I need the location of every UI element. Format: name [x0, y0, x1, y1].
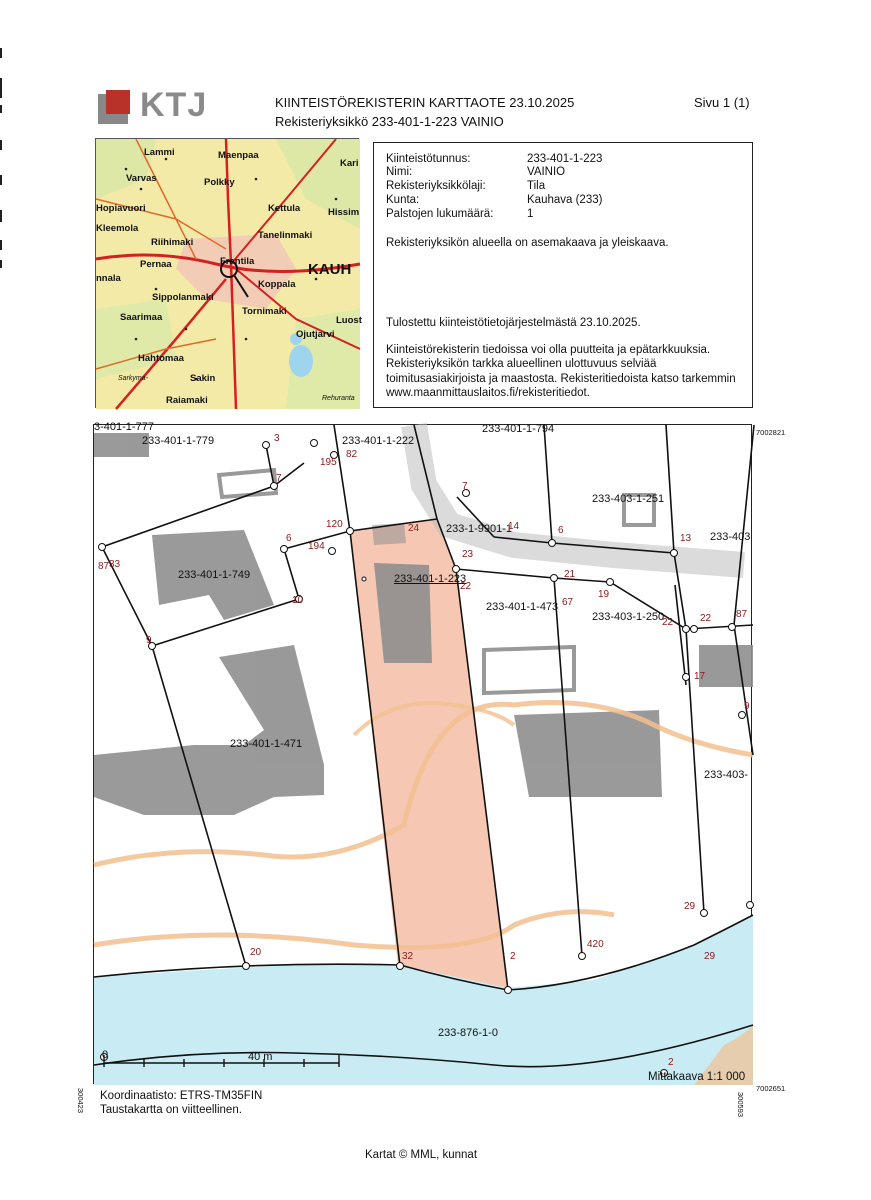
scan-edge-mark: [0, 48, 2, 58]
point-number: 194: [308, 541, 325, 552]
overview-place-label: Varvas: [126, 173, 157, 184]
ktj-logo: [96, 86, 208, 128]
parcel-label: 233-403-1-250: [592, 611, 665, 623]
point-number: 17: [694, 671, 706, 682]
point-number: 2: [668, 1057, 674, 1068]
overview-place-label: Kettula: [268, 203, 301, 214]
municipality-value: Kauhava (233): [527, 194, 603, 206]
property-id-value: 233-401-1-223: [527, 153, 603, 165]
parcel-label: 233-401-1-779: [142, 435, 215, 447]
property-id-label: Kiinteistötunnus:: [386, 153, 471, 165]
overview-place-label: Sarkyma-: [118, 375, 148, 382]
parcel-count-value: 1: [527, 208, 534, 220]
overview-place-label: nnala: [96, 273, 121, 284]
unit-type-value: Tila: [527, 180, 546, 192]
point-number: 87: [736, 609, 748, 620]
parcel-label-highlighted: 233-401-1-223: [394, 573, 467, 585]
name-label: Nimi:: [386, 166, 413, 178]
document-subtitle: Rekisteriyksikkö 233-401-1-223 VAINIO: [275, 114, 504, 129]
point-number: 9: [744, 701, 750, 712]
overview-place-label: Ojutjarvi: [296, 329, 335, 340]
point-number: 14: [508, 521, 520, 532]
point-number: 3: [274, 433, 280, 444]
disclaimer-line: toimitusasiakirjoista ja maastosta. Rekisteritiedoista katso tarkemmin: [386, 373, 736, 385]
parcel-label: 233-403: [710, 531, 751, 543]
point-number: 22: [662, 617, 674, 628]
coord-bottom-left: 300423: [76, 1087, 86, 1114]
point-number: 32: [402, 951, 414, 962]
overview-place-label: Rehuranta: [322, 395, 355, 402]
overview-place-label: Pernaa: [140, 259, 172, 270]
parcel-label: 233-401-1-794: [482, 423, 555, 435]
overview-place-label: Saarimaa: [120, 312, 163, 323]
ktj-logo-text: KTJ: [140, 86, 208, 124]
point-number: 29: [704, 951, 716, 962]
point-number: 67: [562, 597, 574, 608]
overview-place-label: Frantila: [220, 256, 255, 267]
disclaimer-link[interactable]: www.maanmittauslaitos.fi/rekisteritiedot.: [386, 387, 590, 399]
parcel-label: 233-403-1-251: [592, 493, 665, 505]
printed-note: Tulostettu kiinteistötietojärjestelmästä 23.10.2025.: [386, 317, 641, 329]
document-title: KIINTEISTÖREKISTERIN KARTTAOTE 23.10.2025: [275, 95, 575, 110]
scan-edge-mark: [0, 78, 2, 98]
point-number: 24: [408, 523, 420, 534]
overview-place-label: Lammi: [144, 147, 175, 158]
background-note: Taustakartta on viitteellinen.: [100, 1104, 242, 1116]
unit-type-label: Rekisteriyksikkölaji:: [386, 180, 486, 192]
overview-place-label: Hahtomaa: [138, 353, 184, 364]
overview-place-label: Tornimaki: [242, 306, 287, 317]
overview-place-label: Sakin: [190, 373, 216, 384]
disclaimer-line: Kiinteistörekisterin tiedoissa voi olla puutteita ja epätarkkuuksia.: [386, 344, 711, 356]
overview-place-label: Hopiavuori: [96, 203, 146, 214]
point-number: 7: [276, 473, 282, 484]
scale-zero-label: 0: [102, 1049, 109, 1061]
parcel-label: 233-401-1-471: [230, 738, 303, 750]
overview-place-label: Raiamaki: [166, 395, 208, 406]
overview-place-label: Riihimaki: [151, 237, 194, 248]
point-number: 22: [460, 581, 472, 592]
scale-distance-label: 40 m: [248, 1051, 273, 1063]
parcel-label: 233-401-1-749: [178, 569, 251, 581]
point-number: 33: [109, 559, 121, 570]
point-number: 6: [286, 533, 292, 544]
page-number: Sivu 1 (1): [694, 95, 750, 110]
overview-place-label: Hissim: [328, 207, 360, 218]
parcel-label: 233-403-: [704, 769, 749, 781]
disclaimer-line: Rekisteriyksikön tarkka alueellinen ulottuvuus selviää: [386, 358, 657, 370]
overview-place-label: Tanelinmaki: [258, 230, 313, 241]
point-number: 10: [292, 595, 304, 606]
overview-place-label: Maenpaa: [218, 150, 259, 161]
scan-edge-mark: [0, 140, 2, 150]
scan-edge-mark: [0, 240, 2, 250]
parcel-label: 3-401-1-777: [94, 421, 154, 433]
map-credits: Kartat © MML, kunnat: [365, 1149, 478, 1161]
municipality-label: Kunta:: [386, 194, 420, 206]
point-number: 420: [587, 939, 604, 950]
overview-place-label: KAUH: [308, 261, 352, 278]
overview-place-label: Koppala: [258, 279, 296, 290]
coord-bottom-right-x: 300593: [736, 1091, 746, 1118]
point-number: 23: [462, 549, 474, 560]
overview-place-label: Kleemola: [96, 223, 139, 234]
point-number: 6: [558, 525, 564, 536]
overview-place-label: Kari: [340, 158, 359, 169]
point-number: 13: [680, 533, 692, 544]
overview-place-label: Polkky: [204, 177, 235, 188]
cadastral-map-graphics: [94, 425, 753, 1085]
parcel-label: 233-401-1-222: [342, 435, 415, 447]
point-number: 195: [320, 457, 337, 468]
point-number: 2: [510, 951, 516, 962]
point-number: 19: [598, 589, 610, 600]
point-number: 20: [250, 947, 262, 958]
point-number: 21: [564, 569, 576, 580]
overview-place-label: Sippolanmaki: [152, 292, 214, 303]
scan-edge-mark: [0, 175, 2, 185]
point-number: 7: [462, 481, 468, 492]
coord-bottom-right: 7002651: [756, 1084, 786, 1093]
parcel-info-box: [373, 142, 753, 408]
parcel-count-label: Palstojen lukumäärä:: [386, 208, 494, 220]
scan-edge-mark: [0, 210, 2, 222]
cadastral-map: [93, 421, 752, 1084]
point-number: 87: [98, 561, 110, 572]
coord-top-right: 7002821: [756, 428, 786, 437]
point-number: 29: [684, 901, 696, 912]
name-value: VAINIO: [527, 166, 566, 178]
scale-ratio-label: Mittakaava 1:1 000: [648, 1071, 746, 1083]
point-number: 22: [700, 613, 712, 624]
overview-map: [95, 138, 362, 408]
plan-note: Rekisteriyksikön alueella on asemakaava ja yleiskaava.: [386, 237, 669, 249]
parcel-label: 233-1-9901-1: [446, 523, 513, 535]
overview-place-label: Luost: [336, 315, 362, 326]
coordinate-system: Koordinaatisto: ETRS-TM35FIN: [100, 1090, 263, 1102]
point-number: 82: [346, 449, 358, 460]
point-number: 120: [326, 519, 343, 530]
scan-edge-mark: [0, 105, 2, 113]
scan-edge-mark: [0, 260, 2, 268]
parcel-label: 233-876-1-0: [438, 1027, 498, 1039]
parcel-label: 233-401-1-473: [486, 601, 559, 613]
point-number: 9: [146, 635, 152, 646]
